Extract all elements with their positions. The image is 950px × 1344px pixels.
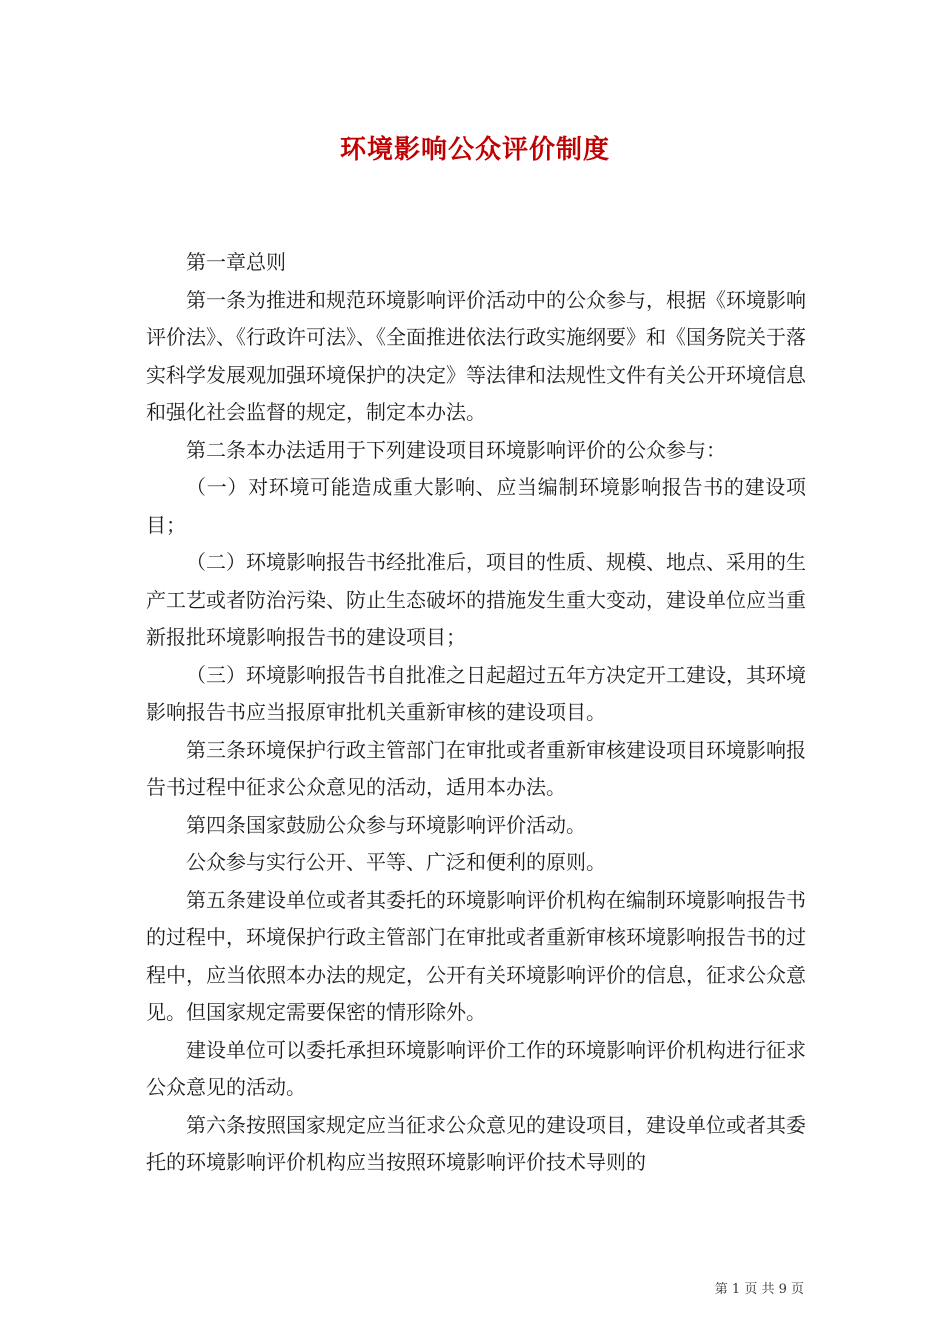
paragraph-article-2: 第二条本办法适用于下列建设项目环境影响评价的公众参与： xyxy=(186,437,726,462)
chapter-heading: 第一章总则 xyxy=(186,250,286,274)
paragraph-item-2: （二）环境影响报告书经批准后，项目的性质、规模、地点、采用的生产工艺或者防治污染、防止生态破坏的措施发生重大变动，建设单位应当重新报批环境影响报告书的建设项目； xyxy=(146,550,806,649)
paragraph-article-5-delegation: 建设单位可以委托承担环境影响评价工作的环境影响评价机构进行征求公众意见的活动。 xyxy=(146,1037,806,1099)
paragraph-article-4: 第四条国家鼓励公众参与环境影响评价活动。 xyxy=(186,812,586,837)
document-title: 环境影响公众评价制度 xyxy=(339,135,610,165)
paragraph-article-6: 第六条按照国家规定应当征求公众意见的建设项目，建设单位或者其委托的环境影响评价机构应当按照环境影响评价技术导则的 xyxy=(146,1112,806,1174)
document-body xyxy=(146,244,806,1182)
paragraph-item-3: （三）环境影响报告书自批准之日起超过五年方决定开工建设，其环境影响报告书应当报原审批机关重新审核的建设项目。 xyxy=(146,662,806,724)
paragraph-article-3: 第三条环境保护行政主管部门在审批或者重新审核建设项目环境影响报告书过程中征求公众意见的活动，适用本办法。 xyxy=(146,737,806,799)
page-number: 第 1 页 共 9 页 xyxy=(714,1282,804,1297)
paragraph-article-5: 第五条建设单位或者其委托的环境影响评价机构在编制环境影响报告书的过程中，环境保护行政主管部门在审批或者重新审核环境影响报告书的过程中，应当依照本办法的规定，公开有关环境影响评价的信息，征求公众意见。但国家规定需要保密的情形除外。 xyxy=(146,887,806,1024)
paragraph-article-4-principle: 公众参与实行公开、平等、广泛和便利的原则。 xyxy=(186,850,606,874)
paragraph-item-1: （一）对环境可能造成重大影响、应当编制环境影响报告书的建设项目； xyxy=(146,475,806,537)
paragraph-article-1: 第一条为推进和规范环境影响评价活动中的公众参与，根据《环境影响评价法》、《行政许可法》、《全面推进依法行政实施纲要》和《国务院关于落实科学发展观加强环境保护的决定》等法律和法规性文件有关公开环境信息和强化社会监督的规定，制定本办法。 xyxy=(146,287,806,424)
